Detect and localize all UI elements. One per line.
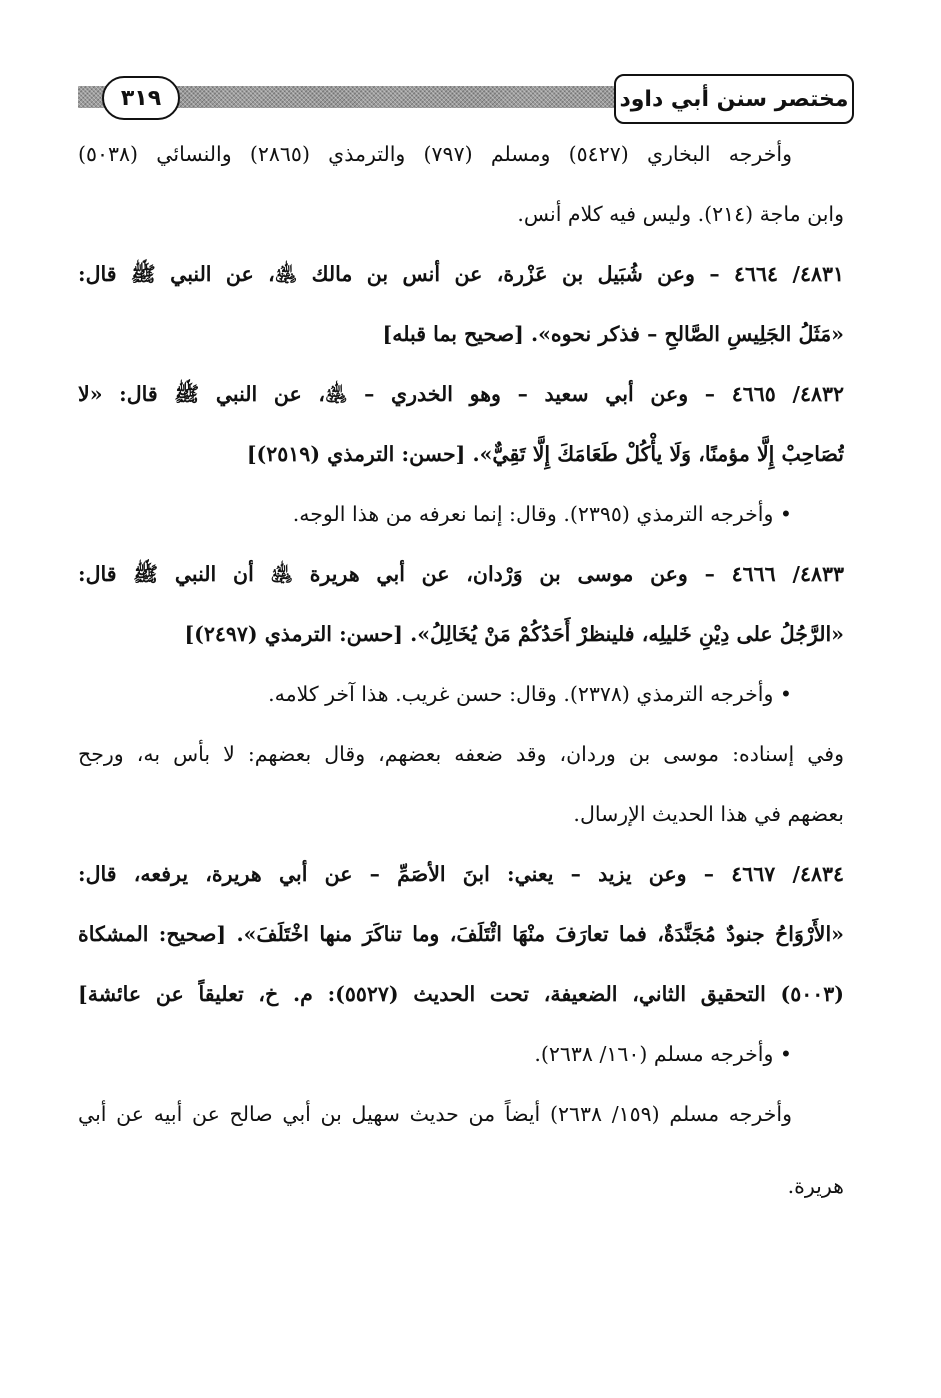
hadith-text-line: «الأَرْوَاحُ جنودٌ مُجَنَّدَةٌ، فما تعارَفَ منْهَا ائْتَلَفَ، وما تناكَرَ منها اخْتَلَفَ». [صحيح: المشكاة [78, 922, 844, 946]
text-line: وابن ماجة (٢١٤). وليس فيه كلام أنس. [517, 202, 844, 226]
commentary-line: وفي إسناده: موسى بن وردان، وقد ضعفه بعضهم، وقال بعضهم: لا بأس به، ورجح [78, 742, 844, 766]
page-header [78, 72, 854, 124]
page-body [78, 124, 844, 1216]
hadith-heading-line: ٤٨٣٣/ ٤٦٦٦ – وعن موسى بن وَرْدان، عن أبي هريرة ﵁ أن النبي ﷺ قال: [78, 562, 844, 586]
book-title: مختصر سنن أبي داود [614, 74, 854, 124]
hadith-heading-line: ٤٨٣١/ ٤٦٦٤ – وعن شُبَيل بن عَزْرة، عن أنس بن مالك ﵁، عن النبي ﷺ قال: [78, 262, 844, 286]
commentary-bullet: • وأخرجه الترمذي (٢٣٧٨). وقال: حسن غريب. هذا آخر كلامه. [268, 682, 792, 706]
commentary-line: بعضهم في هذا الحديث الإرسال. [573, 802, 844, 826]
commentary-bullet: • وأخرجه مسلم (١٦٠/ ٢٦٣٨). [534, 1042, 792, 1066]
commentary-line: هريرة. [787, 1174, 844, 1198]
hadith-heading-line: ٤٨٣٢/ ٤٦٦٥ – وعن أبي سعيد – وهو الخدري – ﵁، عن النبي ﷺ قال: «لا [78, 382, 844, 406]
commentary-line: وأخرجه مسلم (١٥٩/ ٢٦٣٨) أيضاً من حديث سهيل بن أبي صالح عن أبيه عن أبي [78, 1102, 792, 1126]
page-number: ٣١٩ [102, 76, 180, 120]
hadith-text-line: «الرَّجُلُ على دِيْنِ خَليلِه، فلينظرْ أَحَدُكُمْ مَنْ يُخَالِلُ». [حسن: الترمذي (٢٤٩٧)] [184, 622, 844, 646]
hadith-text-line: (٥٠٠٣) التحقيق الثاني، الضعيفة، تحت الحديث (٥٥٢٧): م. خ، تعليقاً عن عائشة] [78, 982, 844, 1006]
commentary-bullet: • وأخرجه الترمذي (٢٣٩٥). وقال: إنما نعرفه من هذا الوجه. [292, 502, 792, 526]
hadith-heading-line: ٤٨٣٤/ ٤٦٦٧ – وعن يزيد – يعني: ابنَ الأصَمِّ – عن أبي هريرة، يرفعه، قال: [78, 862, 844, 886]
text-line: وأخرجه البخاري (٥٤٢٧) ومسلم (٧٩٧) والترمذي (٢٨٦٥) والنسائي (٥٠٣٨) [78, 142, 792, 166]
hadith-text-line: «مَثَلُ الجَلِيسِ الصَّالحِ – فذكر نحوه». [صحيح بما قبله] [382, 322, 844, 346]
hadith-text-line: تُصَاحِبْ إِلَّا مؤمنًا، وَلَا يأْكُلْ طَعَامَكَ إِلَّا تَقِيٌّ». [حسن: الترمذي (٢٥١٩)] [246, 442, 844, 466]
